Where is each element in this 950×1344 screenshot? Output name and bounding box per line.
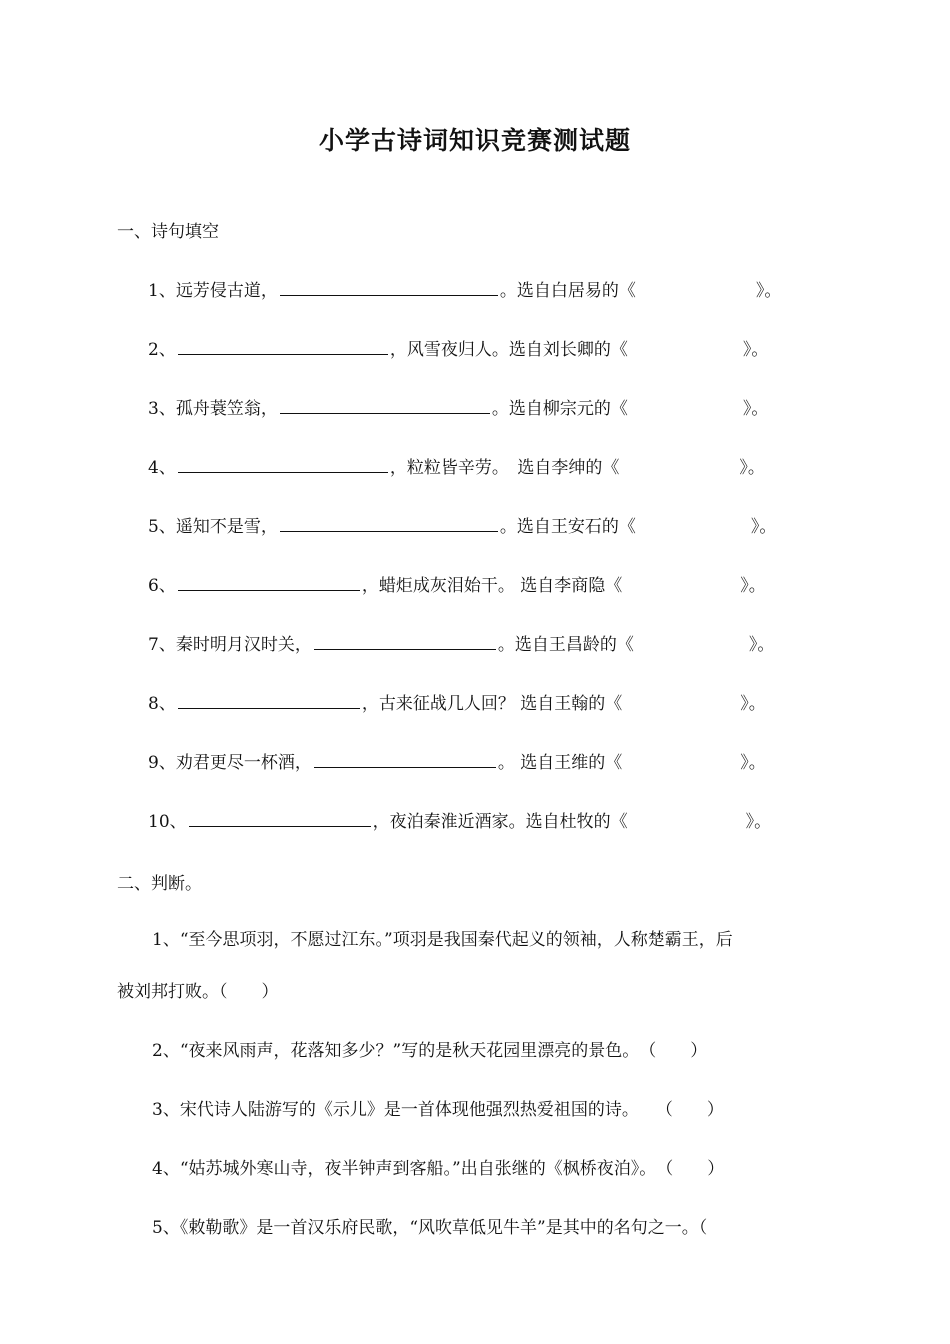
judge-item-4: 4、“姑苏城外寒山寺，夜半钟声到客船。”出自张继的《枫桥夜泊》。 （ ） xyxy=(152,1159,725,1179)
section-heading-fill: 一、诗句填空 xyxy=(117,222,219,242)
item-after-text: ，风雪夜归人。选自刘长卿的《 xyxy=(389,340,628,360)
answer-blank[interactable] xyxy=(178,336,388,355)
item-close: 》。 xyxy=(742,399,769,419)
answer-blank[interactable] xyxy=(178,454,388,473)
item-number: 8、 xyxy=(148,694,176,714)
item-number: 7、 xyxy=(148,635,176,655)
fill-item-2 xyxy=(148,336,768,362)
item-before-text: 远芳侵古道， xyxy=(175,281,278,301)
item-after-text: 。选自白居易的《 xyxy=(499,281,636,301)
item-before-text: 孤舟蓑笠翁， xyxy=(175,399,278,419)
answer-blank[interactable] xyxy=(280,513,498,532)
judge-item-1-cont: 被刘邦打败。（ ） xyxy=(117,982,279,1002)
answer-blank[interactable] xyxy=(178,690,360,709)
fill-item-5 xyxy=(148,513,776,539)
answer-blank[interactable] xyxy=(314,631,496,650)
item-close: 》。 xyxy=(740,694,766,714)
item-close: 》。 xyxy=(742,340,769,360)
item-after-text: ，粒粒皆辛劳。 选自李绅的《 xyxy=(389,458,620,478)
item-before-text: 秦时明月汉时关， xyxy=(175,635,312,655)
item-number: 3、 xyxy=(148,399,176,419)
item-number: 1、 xyxy=(148,281,176,301)
item-after-text: ，古来征战几人回？ 选自王翰的《 xyxy=(361,694,623,714)
item-after-text: 。 选自王维的《 xyxy=(497,753,623,773)
item-number: 9、 xyxy=(148,753,176,773)
item-number: 5、 xyxy=(148,517,176,537)
item-close: 》。 xyxy=(739,458,765,478)
item-after-text: 。选自王昌龄的《 xyxy=(497,635,634,655)
answer-blank[interactable] xyxy=(178,572,360,591)
item-after-text: ，蜡炬成灰泪始干。 选自李商隐《 xyxy=(361,576,623,596)
fill-item-1 xyxy=(148,277,781,303)
item-number: 4、 xyxy=(148,458,176,478)
item-close: 》。 xyxy=(740,753,766,773)
item-after-text: 。选自王安石的《 xyxy=(499,517,636,537)
item-number: 2、 xyxy=(148,340,176,360)
judge-item-3: 3、宋代诗人陆游写的《示儿》是一首体现他强烈热爱祖国的诗。 （ ） xyxy=(152,1100,724,1120)
item-after-text: ，夜泊秦淮近酒家。选自杜牧的《 xyxy=(372,812,628,832)
item-close: 》。 xyxy=(748,635,775,655)
page-title: 小学古诗词知识竞赛测试题 xyxy=(318,126,631,155)
item-before-text: 劝君更尽一杯酒， xyxy=(175,753,312,773)
fill-item-9 xyxy=(148,749,766,775)
answer-blank[interactable] xyxy=(314,749,496,768)
item-number: 10、 xyxy=(148,812,187,832)
fill-item-8 xyxy=(148,690,766,716)
answer-blank[interactable] xyxy=(280,395,490,414)
fill-item-6 xyxy=(148,572,766,598)
fill-item-4 xyxy=(148,454,765,480)
judge-item-1: 1、“至今思项羽，不愿过江东。”项羽是我国秦代起义的领袖，人称楚霸王，后 xyxy=(152,930,733,950)
judge-item-2: 2、“夜来风雨声，花落知多少？”写的是秋天花园里漂亮的景色。 （ ） xyxy=(152,1041,708,1061)
answer-blank[interactable] xyxy=(280,277,498,296)
item-close: 》。 xyxy=(740,576,766,596)
item-close: 》。 xyxy=(750,517,777,537)
section-heading-judge: 二、判断。 xyxy=(117,874,202,894)
item-after-text: 。选自柳宗元的《 xyxy=(491,399,628,419)
item-close: 》。 xyxy=(745,812,772,832)
fill-item-3 xyxy=(148,395,768,421)
fill-item-10 xyxy=(148,808,771,834)
fill-item-7 xyxy=(148,631,774,657)
item-number: 6、 xyxy=(148,576,176,596)
answer-blank[interactable] xyxy=(189,808,371,827)
item-close: 》。 xyxy=(755,281,782,301)
item-before-text: 遥知不是雪， xyxy=(175,517,278,537)
judge-item-5: 5、《敕勒歌》是一首汉乐府民歌，“风吹草低见牛羊”是其中的名句之一。（ xyxy=(152,1218,708,1238)
